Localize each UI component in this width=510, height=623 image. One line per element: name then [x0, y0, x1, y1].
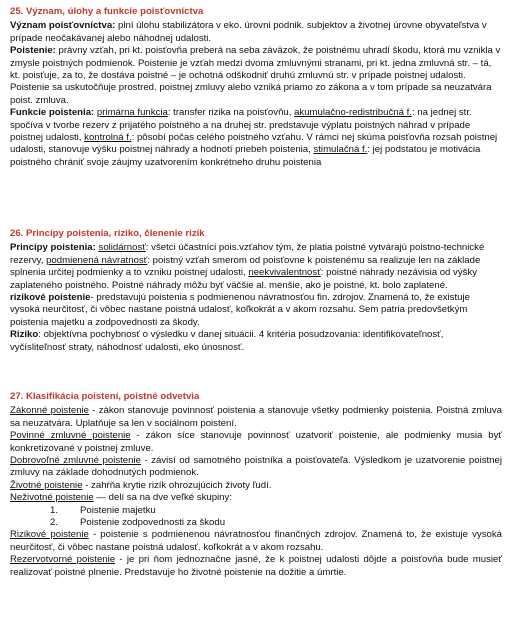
underlined-term: Životné poistenie — [10, 479, 83, 491]
text-run: : poistný vzťah smerom od poisťovne k poistenému sa realizuje len na základe splnenia určitej podmienky a to vzniku poistnej udalosti, — [10, 254, 481, 279]
section-25 — [10, 6, 502, 169]
item-zakonne — [10, 405, 502, 430]
text-run: : jej podstatou je motivácia poistného chrániť svoje záujmy uzatvorením konkrétneho druhu poistenia — [10, 144, 481, 168]
section-26 — [10, 228, 502, 354]
paragraph-rizikove — [10, 292, 502, 329]
underlined-term: Rezervotvorné poistenie — [10, 554, 116, 566]
underlined-term: Dobrovoľné zmluvné poistenie — [10, 455, 141, 467]
item-text: - je pri ňom jednoznačne jasné, že k poistnej udalosti dôjde a poisťovňa bude musieť realizovať poistné plnenie. Predstavuje ho životné poistenie na dožitie a úmrtie. — [10, 554, 502, 578]
section-27-heading: 27. Klasifikácia poistení, poistné odvetvia — [10, 391, 200, 402]
item-text: - zákon síce stanovuje povinnosť uzatvoriť poistenie, ale podmienky musia byť konkretizované v poistnej zmluve. — [10, 430, 502, 454]
numbered-list — [10, 505, 502, 530]
underlined-term: Neživotné poistenie — [10, 492, 94, 504]
underlined-term: podmienená návratnosť — [46, 254, 148, 266]
section-25-heading: 25. Význam, úlohy a funkcie poisťovníctva — [10, 6, 204, 17]
underlined-term: Povinné zmluvné poistenie — [10, 430, 131, 442]
item-dobrovolne — [10, 455, 502, 480]
term-label: Poistenie: — [10, 45, 56, 57]
underlined-term: primárna funkcia — [96, 107, 168, 119]
underlined-term: akumulačno-redistribučná f. — [294, 107, 412, 119]
underlined-term: stimulačná f. — [313, 144, 368, 156]
list-item-text: Poistenie majetku — [80, 504, 156, 516]
paragraph-funkcie — [10, 107, 502, 169]
text-run: : všetci účastníci pois.vzťahov tým, že platia poistné vytvárajú poistno-technické rezervy, — [10, 242, 485, 266]
underlined-term: kontrolná f. — [84, 132, 132, 144]
list-number: 2. — [50, 517, 59, 529]
text-run: : poistné náhrady nezávisia od výšky zaplateného poistného. Poistné náhrady môžu byť väčšie al. menšie, ako je poistné, kt. bolo zaplatené. — [10, 267, 478, 291]
term-label: Funkcie poistenia: — [10, 107, 95, 119]
list-item — [10, 505, 502, 517]
text-run: : na jednej str. spočíva v tvorbe rezerv z prijatého poistného a na druhej str. predstavuje výplatu poistných náhrad v prípade poistnej udalosti, — [10, 107, 472, 144]
item-text: - poistenie s podmienenou návratnosťou finančných zdrojov. Znamená to, že existuje vysoká neurčitosť, či vôbec nastane poistná udalosť. koľkokrát a v akom rozsahu. — [10, 529, 502, 553]
paragraph-poistenie — [10, 45, 502, 107]
underlined-term: Rizikové poistenie — [10, 529, 89, 541]
paragraph-vyznam — [10, 20, 502, 45]
term-label: Princípy poistenia: — [10, 242, 96, 254]
paragraph-text: právny vzťah, pri kt. poisťovňa preberá na seba záväzok, že poistnému uhradí škodu, ktorá mu vznikla v zmysle poistných podmienok. Poistenie je vzťah medzi dvoma zmluvnými stranami, pri kt. jedna zmluvná str. – tá, kt. poisťuje, za to, že dostáva poistné – je ochotná odškodniť druhú zmluvnú str. v prípade poistnej udalosti. Poistenie sa uskutočňuje prostred. poistnej zmluvy alebo vzniká priamo zo zákona a v tom prípade sa neuzatvára poist. zmluva. — [10, 45, 501, 106]
term-label: rizikové poistenie — [10, 292, 91, 304]
item-text: — delí sa na dve veľké skupiny: — [93, 492, 232, 504]
term-label: Riziko — [10, 329, 39, 341]
underlined-term: solidárnosť — [98, 242, 146, 254]
list-item-text: Poistenie zodpovednosti za škodu — [80, 517, 226, 529]
text-run: : transfer rizika na poisťovňu, — [167, 107, 295, 119]
item-rizikove — [10, 529, 502, 554]
paragraph-text: : objektívna pochybnosť o výsledku v danej situácii. 4 kritéria posudzovania: identifikovateľnosť, vyčísliteľnosť straty, náhodnosť udalosti, eko únosnosť. — [10, 329, 444, 353]
item-text: - závisí od samotného poistníka a poisťovateľa. Výsledkom je uzatvorenie poistnej zmluvy na základe dohodnutých podmienok. — [10, 455, 502, 479]
term-label: Význam poisťovníctva: — [10, 20, 116, 32]
paragraph-principy — [10, 242, 502, 292]
list-number: 1. — [50, 504, 59, 516]
section-26-heading: 26. Princípy poistenia, riziko, členenie rizík — [10, 228, 205, 239]
section-27 — [10, 391, 502, 579]
item-text: - zákon stanovuje povinnosť poistenia a stanovuje všetky podmienky poistenia. Poistná zmluva sa neuzatvára. Uplatňuje sa len v sociálnom poistení. — [10, 405, 502, 429]
item-rezervotvorne — [10, 554, 502, 579]
underlined-term: Zákonné poistenie — [10, 405, 90, 417]
paragraph-text: - predstavujú poistenia s podmienenou návratnosťou fin. zdrojov. Znamená to, že existuje vysoká neurčitosť, či vôbec nastane poistná udalosť, koľkokrát a v akom rozsahu. Sem patria predovšetkým poistenia majetku a zodpovednosti za škody. — [10, 292, 470, 328]
item-povinne — [10, 430, 502, 455]
underlined-term: neekvivalentnosť — [248, 267, 321, 279]
item-nezivotne — [10, 492, 502, 504]
list-item — [10, 517, 502, 529]
text-run: : pôsobí počas celého poistného vzťahu. V rámci nej skúma poisťovňa rozsah poistnej udalosti, stanovuje výšku poistnej náhrady a hodnotí priebeh poistenia, — [10, 132, 498, 156]
item-zivotne — [10, 480, 502, 492]
item-text: - zahŕňa krytie rizík ohrozujúcich životy ľudí. — [82, 479, 272, 491]
paragraph-text: plní úlohu stabilizátora v eko. úrovni podnik. subjektov a životnej úrovne obyvateľstva v prípade neočakávanej alebo náhodnej udalosti. — [10, 20, 487, 44]
paragraph-riziko — [10, 329, 502, 354]
